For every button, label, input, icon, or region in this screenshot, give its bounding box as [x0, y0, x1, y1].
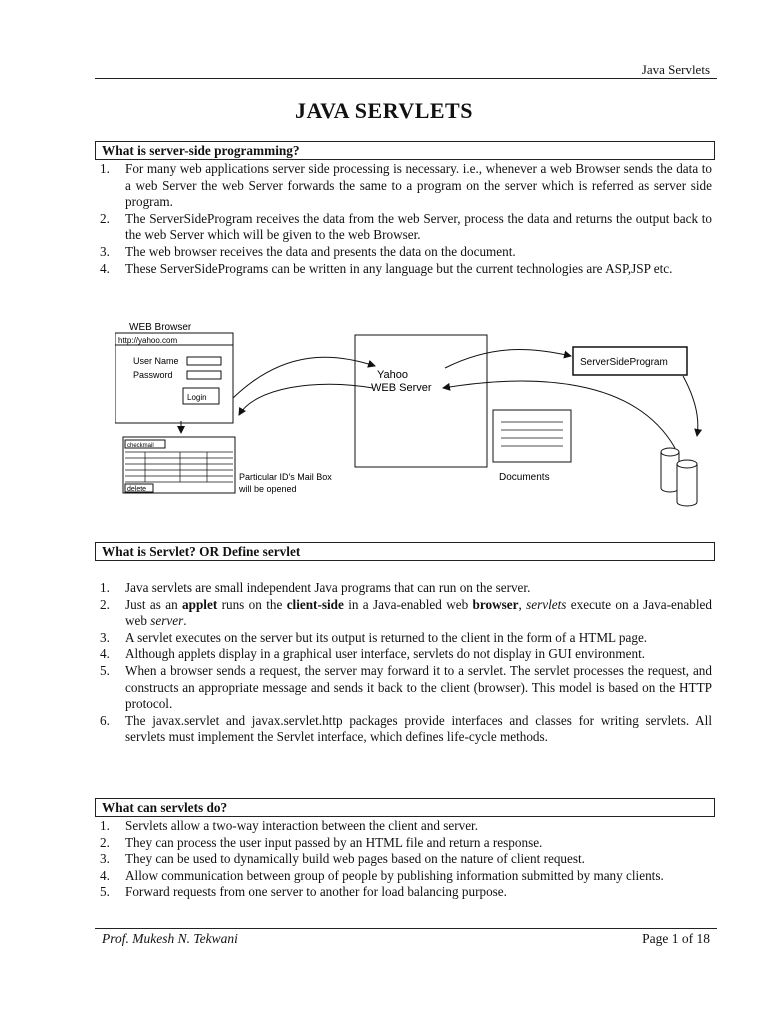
section-heading-servlet-uses: What can servlets do?	[95, 798, 715, 817]
server-label-2: WEB Server	[371, 382, 432, 394]
item-text: These ServerSidePrograms can be written in any language but the current technologies are ASP,JSP etc.	[125, 260, 673, 276]
response-arrow	[239, 384, 373, 415]
footer-page-number: Page 1 of 18	[642, 931, 710, 946]
bold-term-client-side: client-side	[286, 596, 344, 612]
list-item	[100, 663, 712, 713]
bold-term-applet: applet	[182, 596, 218, 612]
login-label: Login	[187, 393, 207, 402]
item-number: 4.	[100, 260, 110, 276]
db-arrow	[683, 376, 698, 436]
item-number: 2.	[100, 834, 110, 850]
delete-label: delete	[127, 486, 147, 493]
password-field	[187, 371, 221, 379]
list-item	[100, 597, 712, 630]
program-label: ServerSideProgram	[580, 357, 668, 368]
list-item	[100, 884, 712, 901]
list-item	[100, 818, 712, 835]
item-text: The web browser receives the data and presents the data on the document.	[125, 243, 516, 259]
item-text: execute on a Java-enabled web	[125, 596, 713, 629]
item-text: in a Java-enabled web	[343, 596, 473, 612]
item-number: 1.	[100, 580, 110, 595]
list-item	[100, 630, 712, 647]
header-rule	[95, 78, 717, 79]
item-number: 2.	[100, 596, 110, 612]
mailbox-caption-2: will be opened	[239, 484, 297, 494]
section-heading-server-side: What is server-side programming?	[95, 141, 715, 160]
password-label: Password	[133, 370, 173, 380]
item-text: .	[183, 613, 187, 629]
item-text: For many web applications server side processing is necessary. i.e., whenever a web Browser sends the data to a web Server the web Server forwards the same to a program on the server which is referred as server side program.	[125, 161, 712, 210]
server-label-1: Yahoo	[377, 369, 408, 381]
documents-box	[493, 410, 571, 462]
item-text: Forward requests from one server to another for load balancing purpose.	[125, 884, 507, 900]
item-number: 6.	[100, 712, 110, 728]
list-item	[100, 161, 712, 211]
list-item	[100, 261, 712, 278]
list-item	[100, 646, 712, 663]
item-number: 3.	[100, 243, 110, 259]
checkmail-label: checkmail	[127, 443, 154, 449]
item-text: The javax.servlet and javax.servlet.http packages provide interfaces and classes for writing servlets. All servlets must implement the Servlet interface, which defines life-cycle methods.	[125, 712, 712, 745]
page-title: JAVA SERVLETS	[295, 98, 473, 123]
list-item	[100, 868, 712, 885]
servlet-definition-list	[100, 580, 712, 746]
user-name-field	[187, 357, 221, 365]
browser-title: WEB Browser	[129, 322, 192, 333]
footer-author: Prof. Mukesh N. Tekwani	[102, 931, 238, 946]
list-item	[100, 835, 712, 852]
italic-term-servlets: servlets	[526, 596, 567, 612]
list-item	[100, 211, 712, 244]
running-header: Java Servlets	[641, 62, 710, 77]
servlet-uses-list	[100, 818, 712, 901]
item-number: 5.	[100, 662, 110, 678]
server-side-list	[100, 161, 712, 277]
item-number: 4.	[100, 646, 110, 662]
item-text: When a browser sends a request, the server may forward it to a servlet. The servlet processes the request, and constructs an appropriate message and sends it back to the client (browser). This model is based on the HTTP protocol.	[125, 662, 712, 712]
item-number: 4.	[100, 867, 110, 883]
web-server-box	[355, 335, 487, 467]
section-heading-define-servlet: What is Servlet? OR Define servlet	[95, 542, 715, 561]
item-text: The ServerSideProgram receives the data from the web Server, process the data and returns the output back to the web Server which will be given to the web Browser.	[125, 210, 712, 243]
item-text: Servlets allow a two-way interaction between the client and server.	[125, 818, 479, 833]
item-text: A servlet executes on the server but its output is returned to the client in the form of a HTML page.	[125, 629, 648, 645]
item-text: ,	[518, 596, 527, 612]
user-name-label: User Name	[133, 356, 179, 366]
item-number: 2.	[100, 210, 110, 226]
item-text: Just as an	[125, 596, 183, 612]
bold-term-browser: browser	[472, 596, 519, 612]
item-text: They can be used to dynamically build web pages based on the nature of client request.	[125, 851, 585, 867]
item-number: 1.	[100, 161, 110, 176]
italic-term-server: server	[150, 613, 184, 629]
item-number: 5.	[100, 884, 110, 900]
list-item	[100, 244, 712, 261]
item-text: Allow communication between group of people by publishing information submitted by many clients.	[125, 867, 664, 883]
database-icon	[661, 448, 697, 506]
request-arrow	[233, 357, 375, 398]
item-text: They can process the user input passed by an HTML file and return a response.	[125, 834, 543, 850]
footer-rule	[95, 928, 717, 929]
list-item	[100, 851, 712, 868]
item-text: runs on the	[217, 596, 287, 612]
list-item	[100, 713, 712, 746]
item-text: Java servlets are small independent Java programs that can run on the server.	[125, 580, 531, 595]
list-item	[100, 580, 712, 597]
documents-label: Documents	[499, 472, 550, 483]
browser-url: http://yahoo.com	[118, 336, 178, 345]
item-number: 3.	[100, 629, 110, 645]
client-server-diagram	[115, 318, 715, 518]
item-text: Although applets display in a graphical user interface, servlets do not display in GUI environment.	[125, 646, 646, 662]
mailbox-caption-1: Particular ID's Mail Box	[239, 472, 332, 482]
item-number: 1.	[100, 818, 110, 833]
item-number: 3.	[100, 851, 110, 867]
